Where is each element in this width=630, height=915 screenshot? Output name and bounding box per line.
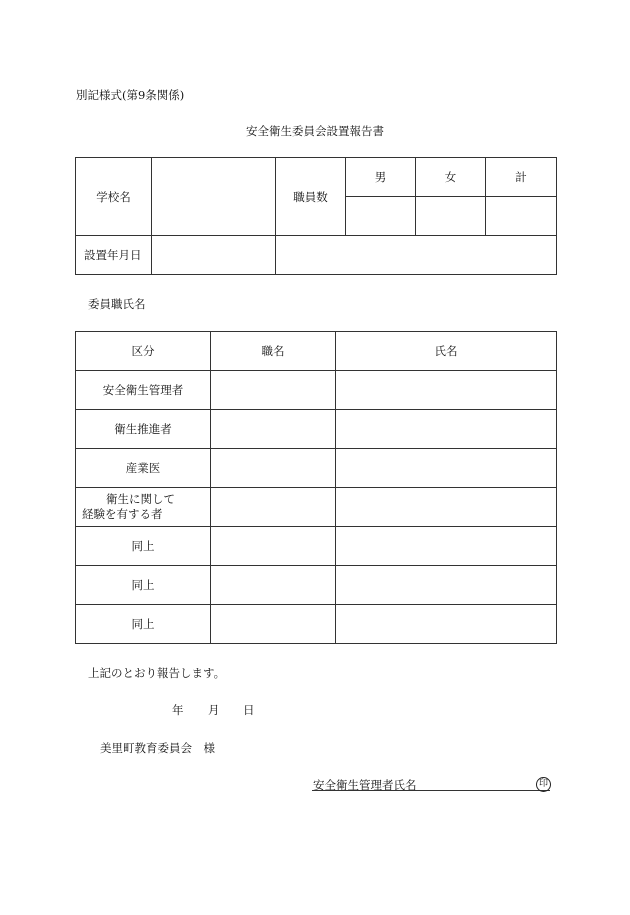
name-field[interactable]: [336, 488, 557, 527]
header-position: 職名: [211, 332, 336, 371]
form-label: 別記様式(第9条関係): [76, 88, 185, 102]
name-field[interactable]: [336, 410, 557, 449]
female-label: 女: [416, 158, 486, 197]
signature-line[interactable]: [312, 790, 550, 791]
seal-mark: 印: [536, 777, 551, 792]
name-field[interactable]: [336, 605, 557, 644]
row-category: 衛生推進者: [76, 410, 211, 449]
date-day: 日: [243, 703, 255, 717]
table-row: [76, 605, 557, 644]
members-header-row: [76, 332, 557, 371]
addressee: 美里町教育委員会 様: [100, 741, 215, 755]
position-field[interactable]: [211, 449, 336, 488]
members-heading: 委員職氏名: [88, 297, 146, 311]
table-row: [76, 371, 557, 410]
total-count-field[interactable]: [486, 197, 557, 236]
position-field[interactable]: [211, 605, 336, 644]
row-category: 同上: [76, 527, 211, 566]
position-field[interactable]: [211, 527, 336, 566]
female-count-field[interactable]: [416, 197, 486, 236]
row-category: 同上: [76, 605, 211, 644]
position-field[interactable]: [211, 566, 336, 605]
report-statement: 上記のとおり報告します。: [88, 666, 226, 680]
date-year: 年: [172, 703, 184, 717]
name-field[interactable]: [336, 449, 557, 488]
total-label: 計: [486, 158, 557, 197]
male-count-field[interactable]: [346, 197, 416, 236]
school-name-label: 学校名: [76, 158, 152, 236]
establish-date-field[interactable]: [152, 236, 276, 275]
table-row: [76, 488, 557, 527]
date-month: 月: [208, 703, 220, 717]
table-row: [76, 566, 557, 605]
name-field[interactable]: [336, 566, 557, 605]
document-title: 安全衛生委員会設置報告書: [246, 124, 384, 138]
row-category: 安全衛生管理者: [76, 371, 211, 410]
row-category: 同上: [76, 566, 211, 605]
table-row: [76, 449, 557, 488]
establish-date-label: 設置年月日: [76, 236, 152, 275]
school-name-field[interactable]: [152, 158, 276, 236]
row-category: [76, 488, 211, 527]
male-label: 男: [346, 158, 416, 197]
header-category: 区分: [76, 332, 211, 371]
row-category-line1: 衛生に関して: [106, 492, 175, 506]
name-field[interactable]: [336, 371, 557, 410]
school-info-table: [75, 157, 557, 275]
row-category-line2: 経験を有する者: [82, 507, 163, 521]
row-category: 産業医: [76, 449, 211, 488]
establish-date-extra-cell: [276, 236, 557, 275]
table-row: [76, 527, 557, 566]
table-row: [76, 410, 557, 449]
signature-label: 安全衛生管理者氏名: [313, 778, 417, 792]
staff-count-label: 職員数: [276, 158, 346, 236]
members-table: [75, 331, 557, 644]
position-field[interactable]: [211, 371, 336, 410]
header-name: 氏名: [336, 332, 557, 371]
position-field[interactable]: [211, 488, 336, 527]
position-field[interactable]: [211, 410, 336, 449]
name-field[interactable]: [336, 527, 557, 566]
